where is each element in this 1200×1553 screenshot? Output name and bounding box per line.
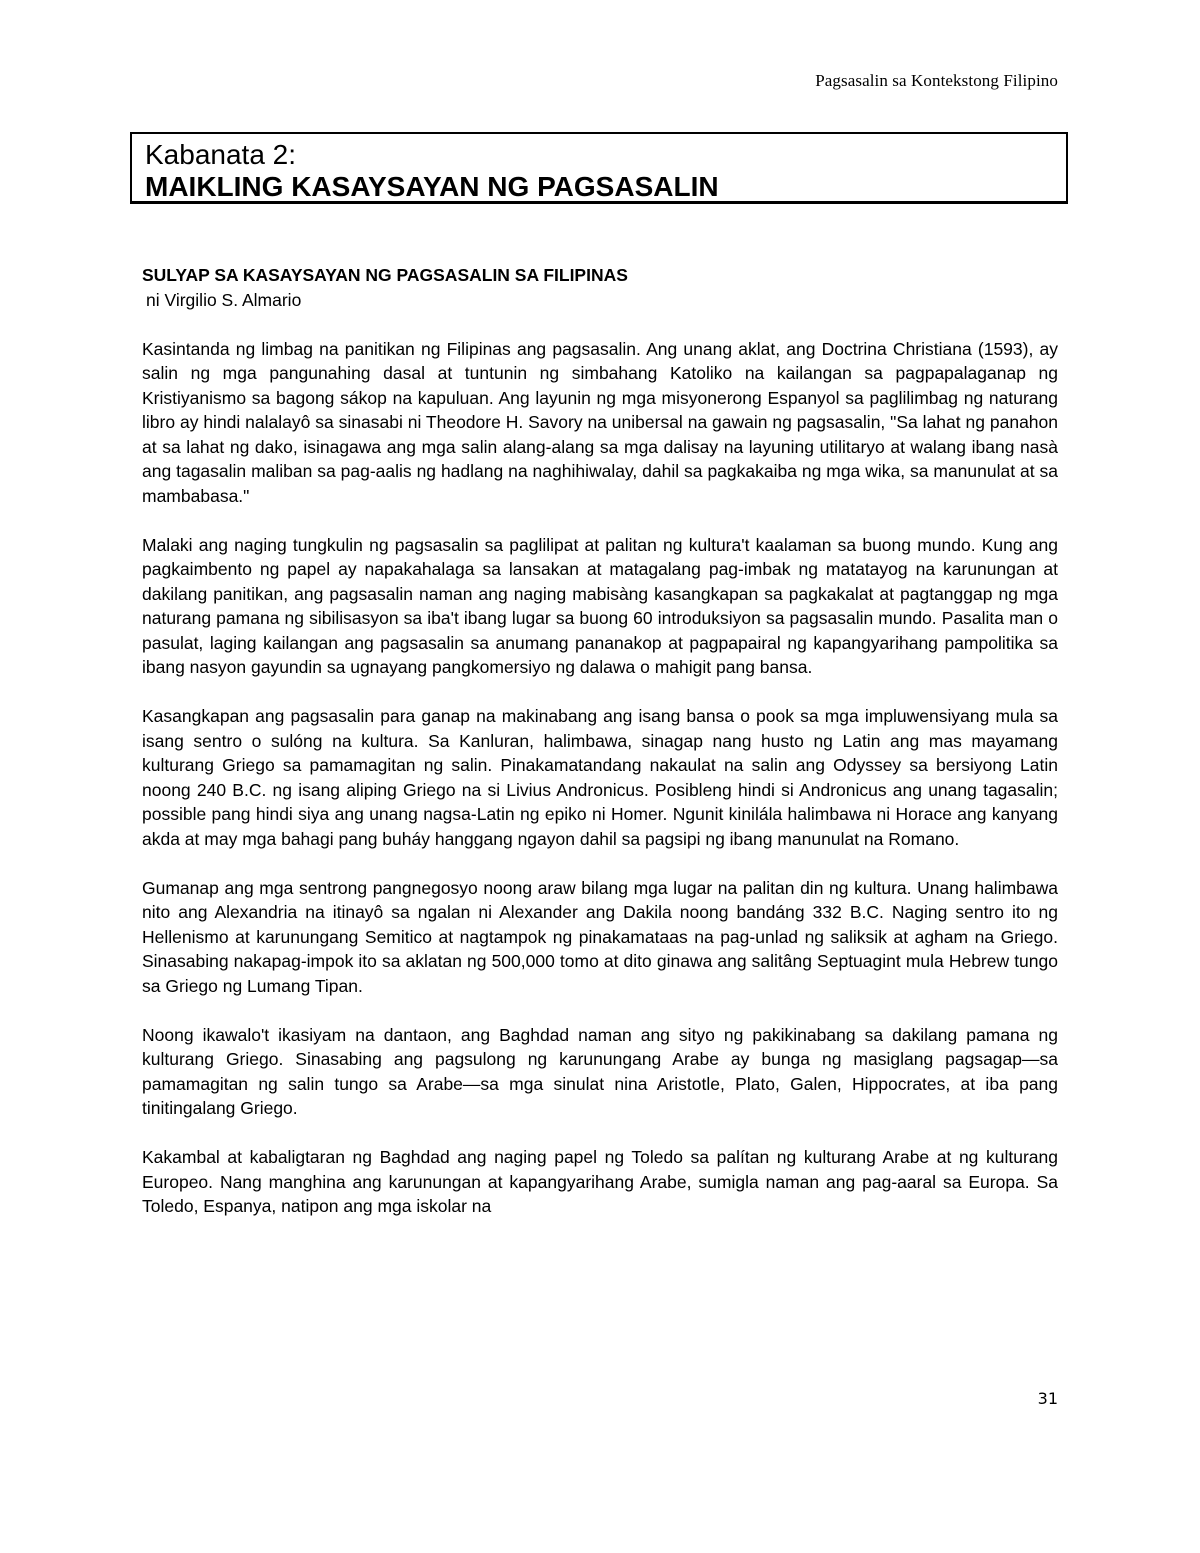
chapter-label: Kabanata 2: xyxy=(145,139,297,170)
document-body xyxy=(142,263,1058,1243)
paragraph: Malaki ang naging tungkulin ng pagsasalin sa paglilipat at palitan ng kultura't kaalaman sa buong mundo. Kung ang pagkaimbento ng papel ay napakahalaga sa lansakan at matagalang pag-imbak ng matatayog na karunungan at dakilang panitikan, ang pagsasalin naman ang naging mabisàng kasangkapan sa pagkakalat at pagtanggap ng mga naturang pamana ng sibilisasyon sa iba't ibang lugar sa buong 60 introduksiyon sa pagsasalin mundo. Pasalita man o pasulat, laging kailangan ang pagsasalin sa anumang pananakop at pagpapairal ng kapangyarihang pampolitika sa ibang nasyon gayundin sa ugnayang pangkomersiyo ng dalawa o mahigit pang bansa. xyxy=(142,534,1058,677)
paragraph: Kasintanda ng limbag na panitikan ng Filipinas ang pagsasalin. Ang unang aklat, ang Doctrina Christiana (1593), ay salin ng mga pangunahing dasal at tuntunin ng simbahang Katoliko na kailangan sa pagpapalaganap ng Kristiyanismo sa bagong sákop na kapuluan. Ang layunin ng mga misyonerong Espanyol sa paglilimbag ng naturang libro ay hindi nalalayô sa sinasabi ni Theodore H. Savory na unibersal na gawain ng pagsasalin, "Sa lahat ng panahon at sa lahat ng dako, isinagawa ang mga salin alang-alang sa mga dalisay na layuning utilitaryo at walang ibang nasà ang tagasalin maliban sa pag-aalis ng hadlang na naghihiwalay, dahil sa pagkakaiba ng mga wika, sa manunulat at sa mambabasa." xyxy=(142,338,1058,506)
section-heading: SULYAP SA KASAYSAYAN NG PAGSASALIN SA FILIPINAS xyxy=(142,265,628,285)
paragraph: Gumanap ang mga sentrong pangnegosyo noong araw bilang mga lugar na palitan din ng kultura. Unang halimbawa nito ang Alexandria na itinayô sa ngalan ni Alexander ang Dakila noong bandáng 332 B.C. Naging sentro ito ng Hellenismo at karunungang Semitico at nagtampok ng pinakamataas na pag-unlad ng saliksik at agham na Griego. Sinasabing nakapag-impok ito sa aklatan ng 500,000 tomo at dito ginawa ang salitâng Septuagint mula Hebrew tungo sa Griego ng Lumang Tipan. xyxy=(142,877,1058,996)
paragraph: Kasangkapan ang pagsasalin para ganap na makinabang ang isang bansa o pook sa mga impluwensiyang mula sa isang sentro o sulóng na kultura. Sa Kanluran, halimbawa, sinagap nang husto ng Latin ang mas mayamang kulturang Griego sa pamamagitan ng salin. Pinakamatandang nakaulat na salin ang Odyssey sa bersiyong Latin noong 240 B.C. ng isang aliping Griego na si Livius Andronicus. Posibleng hindi si Andronicus ang unang tagasalin; possible pang hindi siya ang unang nagsa-Latin ng epiko ni Homer. Ngunit kinilála halimbawa ni Horace ang kanyang akda at may mga bahagi pang buháy hanggang ngayon dahil sa pagsipi ng ibang manunulat na Romano. xyxy=(142,706,1058,849)
running-header: Pagsasalin sa Kontekstong Filipino xyxy=(815,71,1058,90)
paragraph: Noong ikawalo't ikasiyam na dantaon, ang Baghdad naman ang sityo ng pakikinabang sa dakilang pamana ng kulturang Griego. Sinasabing ang pagsulong ng karunungang Arabe ay bunga ng masiglang pagsagap—sa pamamagitan ng salin tungo sa Arabe—sa mga sinulat nina Aristotle, Plato, Galen, Hippocrates, at iba pang tinitingalang Griego. xyxy=(142,1024,1058,1118)
chapter-title-box xyxy=(130,132,1068,204)
author-line: ni Virgilio S. Almario xyxy=(146,289,302,310)
paragraph: Kakambal at kabaligtaran ng Baghdad ang naging papel ng Toledo sa palítan ng kulturang Arabe at ng kulturang Europeo. Nang manghina ang karunungan at kapangyarihang Arabe, sumigla naman ang pag-aaral sa Europa. Sa Toledo, Espanya, natipon ang mga iskolar na xyxy=(142,1147,1058,1216)
page-number: 31 xyxy=(1037,1389,1058,1408)
chapter-title: MAIKLING KASAYSAYAN NG PAGSASALIN xyxy=(145,171,719,202)
